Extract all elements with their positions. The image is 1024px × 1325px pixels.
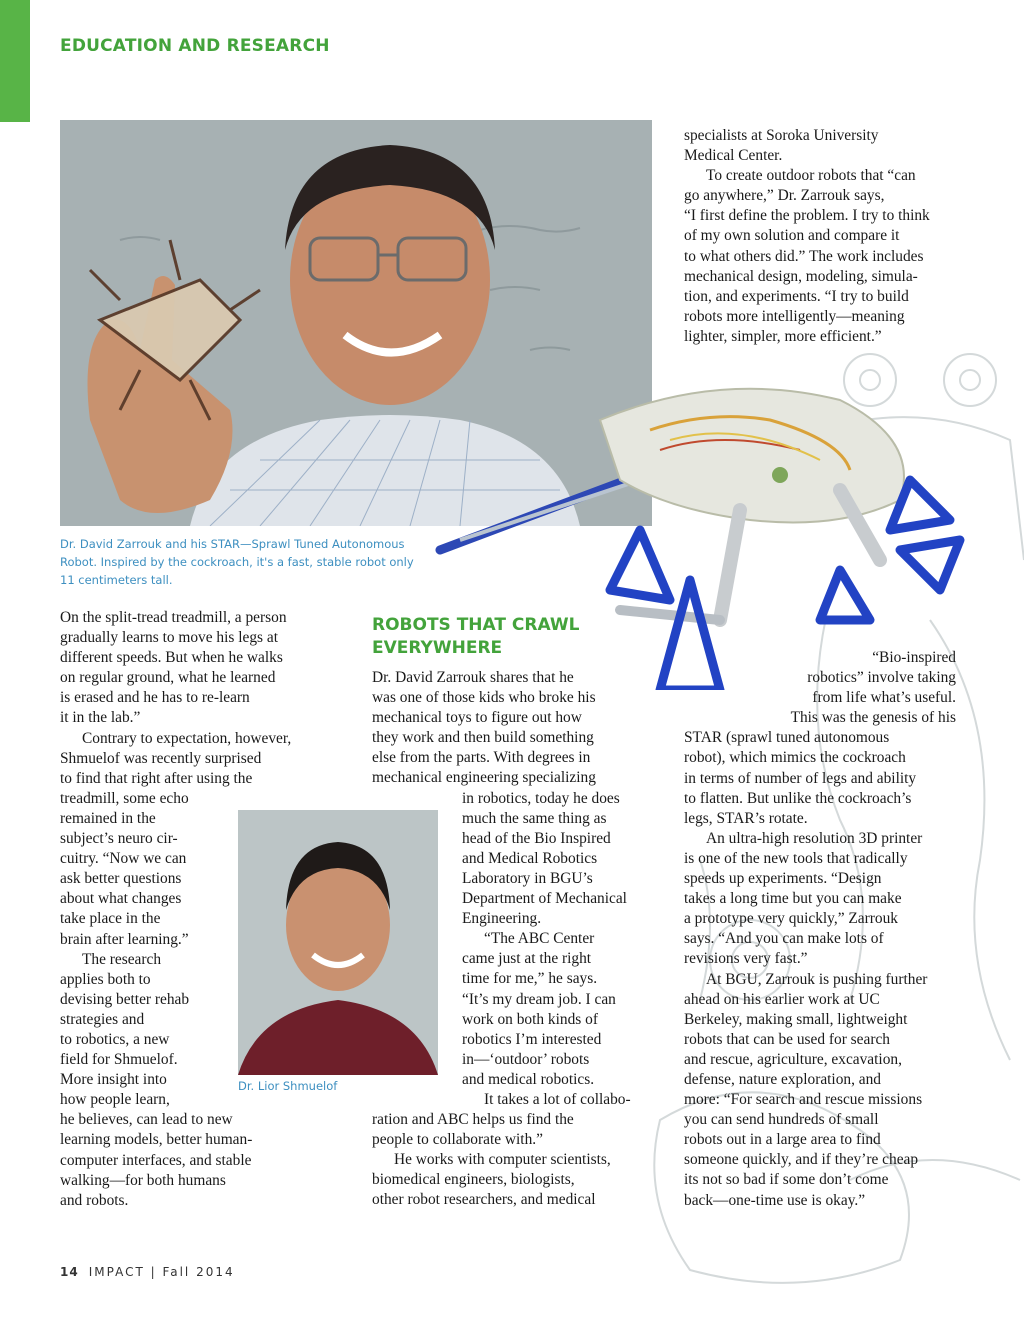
text-line: To create outdoor robots that “can [706,167,916,185]
text-line: Engineering. [462,910,542,928]
text-line: tion, and experiments. “I try to build [684,287,909,305]
paragraph [372,1150,631,1210]
text-line: and Medical Robotics [462,849,598,867]
text-line: The research [82,950,162,968]
paragraph [372,789,631,930]
text-line: other robot researchers, and medical [372,1191,596,1209]
section-color-bar [0,0,30,122]
column-3-top [684,126,930,347]
text-line: ration and ABC helps us find the [372,1111,574,1129]
text-line: take place in the [60,910,161,928]
text-line: to robotics, a new [60,1030,170,1048]
text-line: Berkeley, making small, lightweight [684,1010,908,1028]
text-line: revisions very fast.” [684,950,808,968]
text-line: robotics” involve taking [807,669,956,687]
column-3-bottom [684,648,956,1211]
paragraph [60,950,291,1211]
text-line: of my own solution and compare it [684,227,900,245]
text-line: Department of Mechanical [462,890,627,908]
text-line: remained in the [60,809,156,827]
text-line: learning models, better human- [60,1131,253,1149]
paragraph [684,166,930,347]
text-line: from life what’s useful. [812,689,956,707]
paragraph [60,729,291,950]
section-heading: ROBOTS THAT CRAWL EVERYWHERE [372,615,580,658]
text-line: on regular ground, what he learned [60,669,276,687]
text-line: defense, nature exploration, and [684,1070,882,1088]
text-line: ahead on his earlier work at UC [684,990,880,1008]
paragraph [684,648,956,728]
column-2 [372,668,631,1211]
text-line: “Bio-inspired [872,649,956,666]
text-line: walking—for both humans [60,1171,226,1189]
text-line: He works with computer scientists, [394,1151,611,1169]
text-line: “I first define the problem. I try to think [684,207,930,225]
publication-name: IMPACT | Fall 2014 [88,1265,235,1279]
text-line: legs, STAR’s rotate. [684,809,808,827]
text-line: much the same thing as [462,809,607,827]
text-line: gradually learns to move his legs at [60,629,278,647]
text-line: to find that right after using the [60,769,253,787]
text-line: brain after learning.” [60,930,189,948]
text-line: is erased and he has to re-learn [60,689,250,707]
text-line: More insight into [60,1071,167,1089]
text-line: and rescue, agriculture, excavation, [684,1050,902,1068]
text-line: treadmill, some echo [60,789,189,807]
text-line: mechanical design, modeling, simula- [684,267,918,285]
paragraph [60,608,291,729]
text-line: “The ABC Center [484,930,595,948]
text-line: he believes, can lead to new [60,1111,233,1129]
text-line: go anywhere,” Dr. Zarrouk says, [684,187,885,205]
text-line: in—‘outdoor’ robots [462,1050,590,1068]
paragraph [372,929,631,1110]
text-line: says. “And you can make lots of [684,930,884,948]
text-line: takes a long time but you can make [684,890,902,908]
text-line: specialists at Soroka University [684,127,879,144]
text-line: speeds up experiments. “Design [684,870,882,888]
column-1 [60,608,291,1211]
text-line: devising better rehab [60,990,190,1008]
text-line: it in the lab.” [60,709,141,727]
text-line: to what others did.” The work includes [684,247,924,265]
text-line: different speeds. But when he walks [60,649,283,667]
text-line: to flatten. But unlike the cockroach’s [684,789,912,807]
text-line: else from the parts. With degrees in [372,749,591,767]
text-line: robots that can be used for search [684,1030,890,1048]
text-line: subject’s neuro cir- [60,830,178,848]
text-line: computer interfaces, and stable [60,1151,252,1169]
text-line: more: “For search and rescue missions [684,1091,923,1109]
text-line: back—one-time use is okay.” [684,1191,866,1209]
text-line: ask better questions [60,870,182,888]
text-line: “It’s my dream job. I can [462,990,616,1008]
text-line: work on both kinds of [462,1010,598,1028]
text-line: At BGU, Zarrouk is pushing further [706,970,928,988]
text-line: is one of the new tools that radically [684,849,908,867]
text-line: This was the genesis of his [790,709,956,727]
text-line: its not so bad if some don’t come [684,1171,889,1189]
text-line: Contrary to expectation, however, [82,729,292,747]
text-line: was one of those kids who broke his [372,689,596,707]
text-line: robots out in a large area to find [684,1131,881,1149]
text-line: robot), which mimics the cockroach [684,749,906,767]
text-line: It takes a lot of collabo- [484,1090,631,1108]
text-line: about what changes [60,890,182,908]
text-line: Dr. David Zarrouk shares that he [372,669,574,686]
text-line: a prototype very quickly,” Zarrouk [684,910,898,928]
text-line: and robots. [60,1191,129,1209]
paragraph [372,668,631,789]
paragraph [684,126,930,166]
photo-caption-shmuelof: Dr. Lior Shmuelof [238,1079,338,1093]
text-line: in terms of number of legs and ability [684,769,917,787]
page-number: 14 [60,1265,79,1279]
text-line: people to collaborate with.” [372,1131,543,1149]
text-line: applies both to [60,970,151,988]
page-footer [60,1265,235,1279]
text-line: and medical robotics. [462,1070,595,1088]
text-line: field for Shmuelof. [60,1051,178,1069]
paragraph [684,829,956,970]
text-line: mechanical engineering specializing [372,769,596,787]
text-line: On the split-tread treadmill, a person [60,609,287,626]
text-line: time for me,” he says. [462,970,598,988]
text-line: robotics I’m interested [462,1030,602,1048]
text-line: Laboratory in BGU’s [462,869,593,887]
text-line: robots more intelligently—meaning [684,307,905,325]
text-line: you can send hundreds of small [684,1111,879,1129]
text-line: mechanical toys to figure out how [372,709,582,727]
text-line: head of the Bio Inspired [462,829,611,847]
text-line: how people learn, [60,1091,170,1109]
paragraph [372,1110,631,1150]
photo-caption-zarrouk: Dr. David Zarrouk and his STAR—Sprawl Tuned Autonomous Robot. Inspired by the cockroach, it's a fast, stable robot only 11 centimeters tall. [60,537,414,587]
text-line: strategies and [60,1010,145,1028]
section-label: EDUCATION AND RESEARCH [60,36,330,56]
text-line: in robotics, today he does [462,789,620,807]
text-line: Medical Center. [684,147,783,165]
text-line: came just at the right [462,950,592,968]
text-line: biomedical engineers, biologists, [372,1171,575,1189]
text-line: An ultra-high resolution 3D printer [706,829,923,847]
text-line: someone quickly, and if they’re cheap [684,1151,919,1169]
paragraph [684,728,956,828]
text-line: STAR (sprawl tuned autonomous [684,729,890,747]
text-line: they work and then build something [372,729,594,747]
text-line: lighter, simpler, more efficient.” [684,327,882,345]
text-line: cuitry. “Now we can [60,850,187,868]
paragraph [684,970,956,1211]
text-line: Shmuelof was recently surprised [60,749,262,767]
